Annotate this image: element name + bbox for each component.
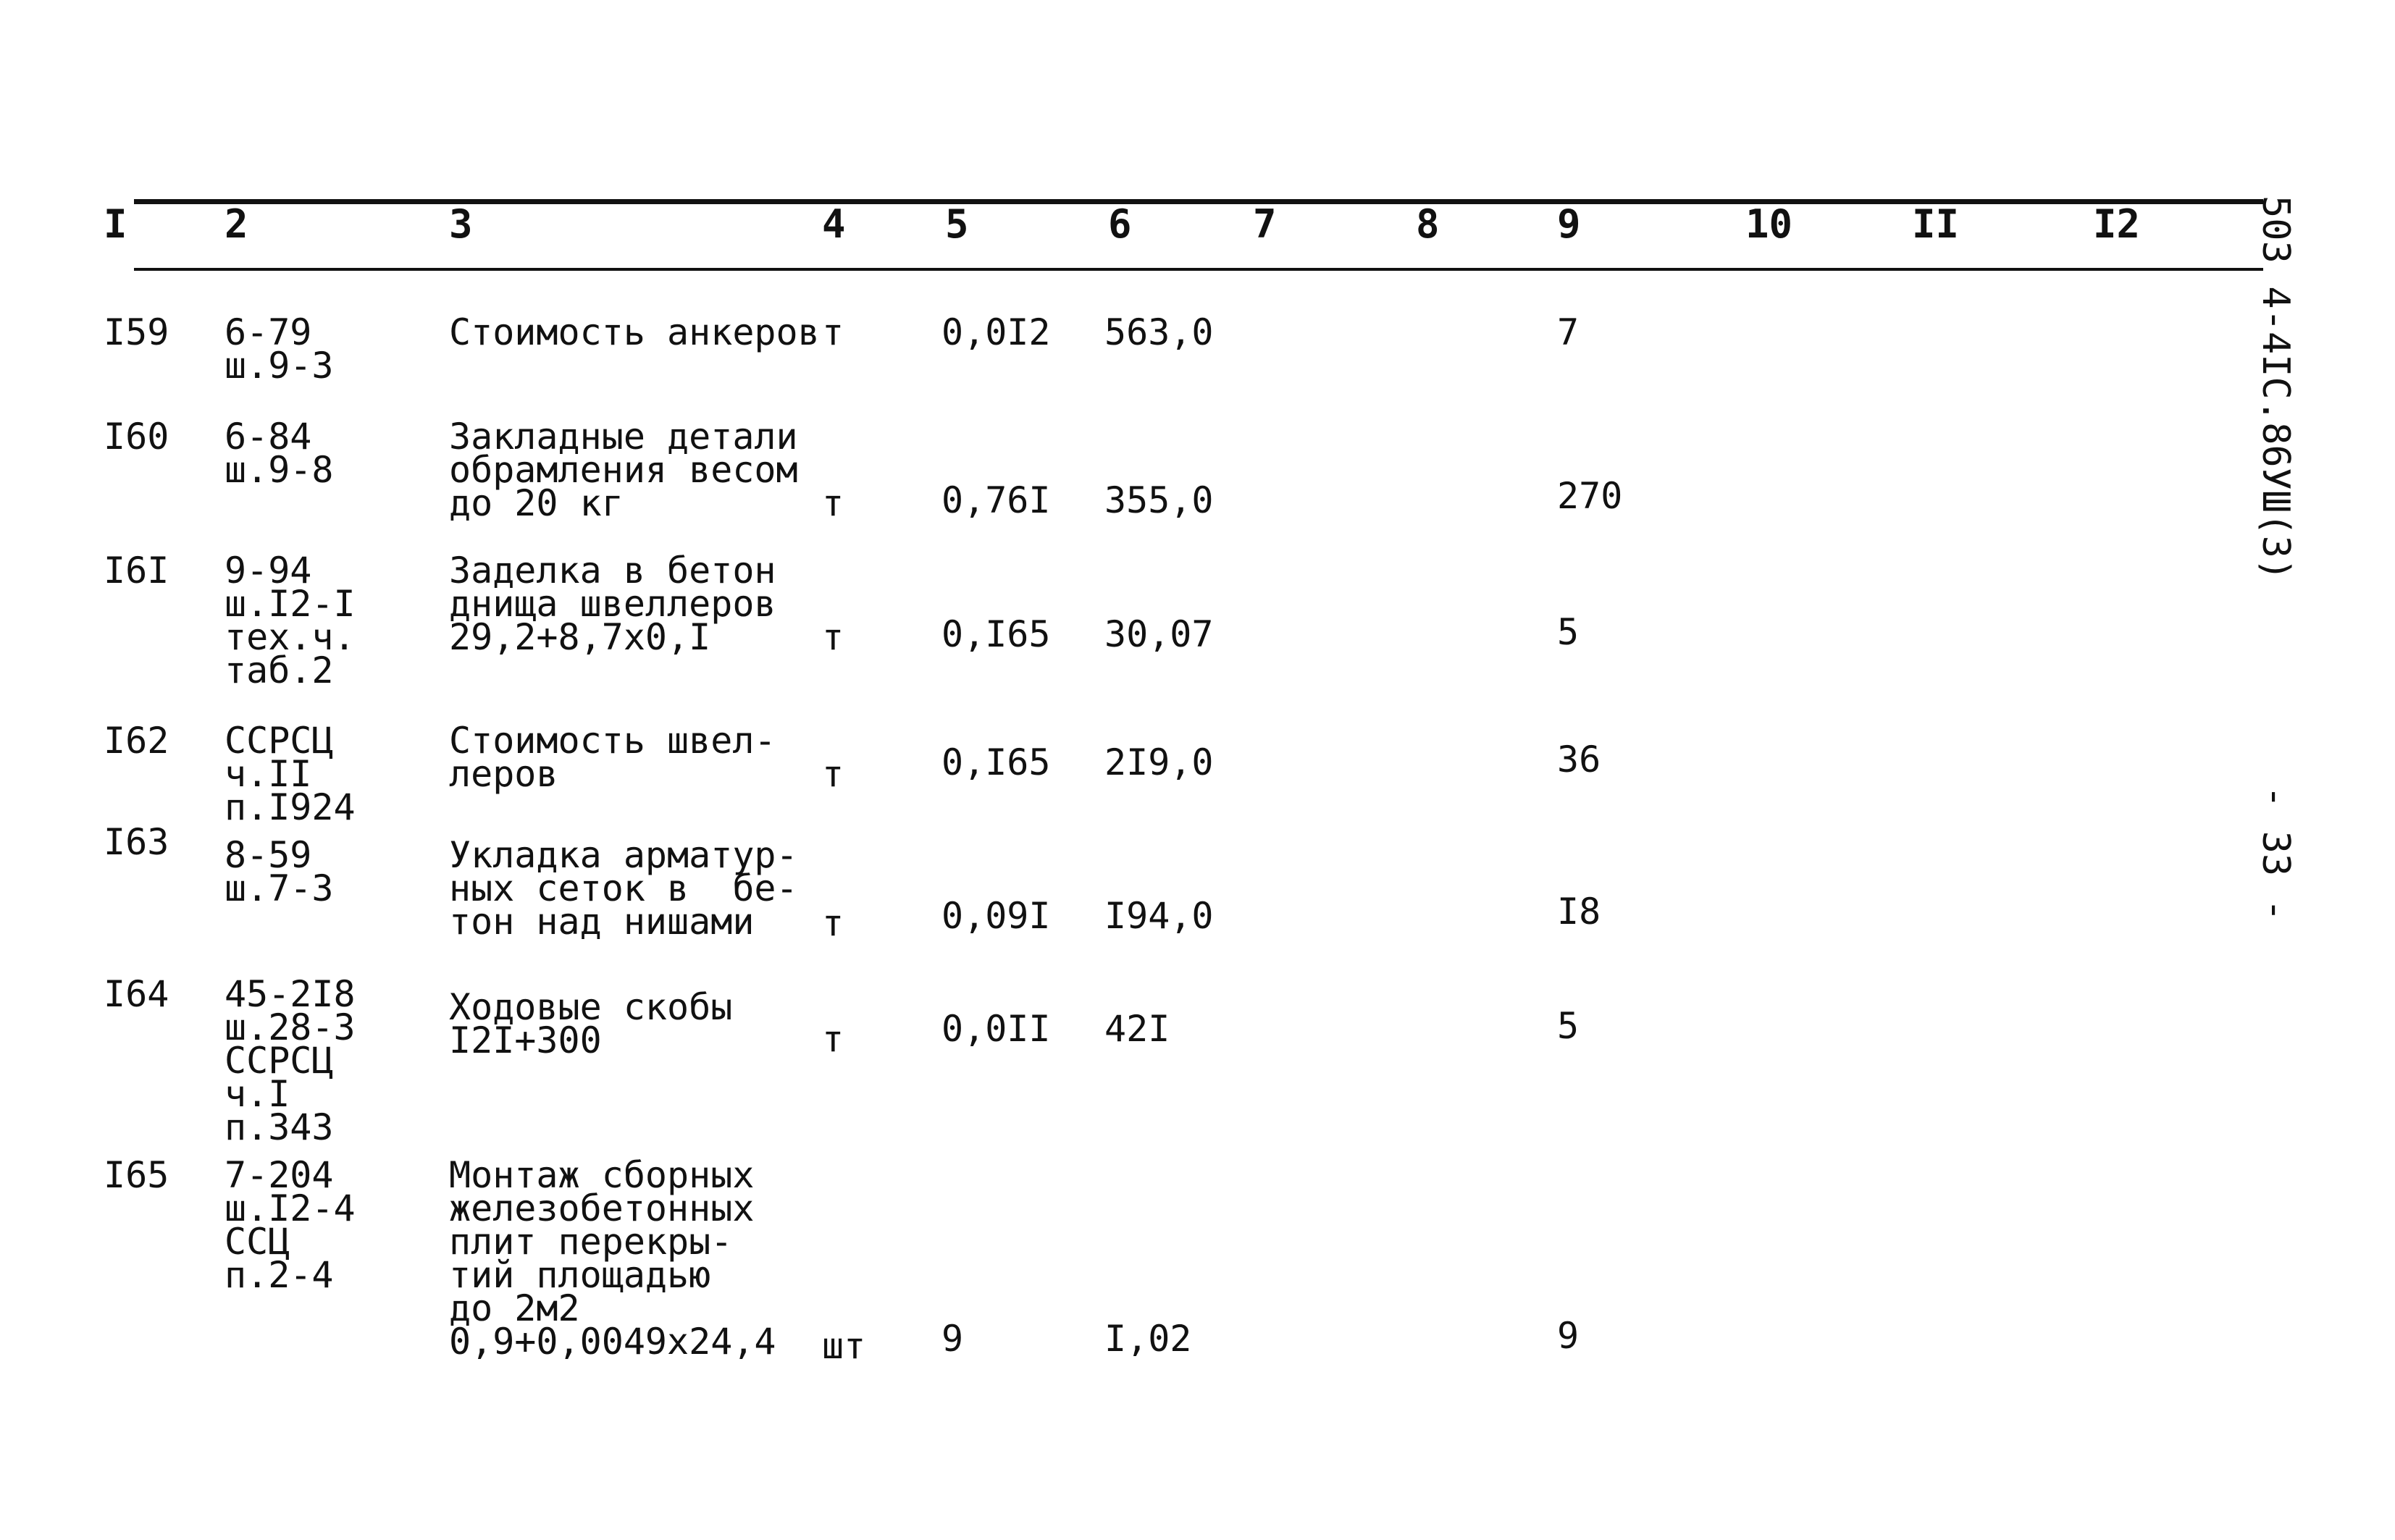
norm-reference: 9-94 ш.I2-I тех.ч. таб.2 <box>225 550 356 691</box>
row-number: I65 <box>104 1154 169 1196</box>
total-cost: 270 <box>1557 475 1623 517</box>
quantity: 0,I65 <box>941 741 1051 783</box>
header-col-12: I2 <box>2093 201 2141 247</box>
row-number: I62 <box>104 720 169 762</box>
total-cost: 36 <box>1557 739 1601 780</box>
work-description: Ходовые скобы I2I+300 <box>449 986 733 1061</box>
row-number: I64 <box>104 973 169 1015</box>
norm-reference: 6-79 ш.9-3 <box>225 311 334 387</box>
header-col-4: 4 <box>822 201 846 247</box>
quantity: 0,0II <box>941 1008 1051 1050</box>
header-col-11: II <box>1912 201 1960 247</box>
quantity: 9 <box>941 1318 964 1360</box>
header-col-7: 7 <box>1253 201 1277 247</box>
unit: т <box>822 753 844 795</box>
total-cost: I8 <box>1557 891 1601 933</box>
norm-reference: 6-84 ш.9-8 <box>225 416 334 491</box>
work-description: Монтаж сборных железобетонных плит перекры- тий площадью до 2м2 0,9+0,0049х24,4 <box>449 1154 776 1363</box>
header-col-10: 10 <box>1745 201 1793 247</box>
unit: т <box>822 311 844 353</box>
row-number: I60 <box>104 416 169 458</box>
total-cost: 7 <box>1557 311 1580 353</box>
total-cost: 5 <box>1557 611 1580 653</box>
unit: шт <box>822 1325 866 1367</box>
page-number: - 33 - <box>2254 786 2297 922</box>
row-number: I6I <box>104 550 169 592</box>
norm-reference: 7-204 ш.I2-4 ССЦ п.2-4 <box>225 1154 356 1296</box>
unit: т <box>822 1018 844 1060</box>
document-code: 503 4-4IС.86УШ(3) <box>2254 195 2297 581</box>
quantity: 0,09I <box>941 895 1051 937</box>
header-col-2: 2 <box>225 201 248 247</box>
unit-cost: 355,0 <box>1104 479 1214 521</box>
row-number: I59 <box>104 311 169 353</box>
unit-cost: I,02 <box>1104 1318 1192 1360</box>
header-col-3: 3 <box>449 201 473 247</box>
header-col-1: I <box>104 201 127 247</box>
norm-reference: 8-59 ш.7-3 <box>225 834 334 909</box>
quantity: 0,76I <box>941 479 1051 521</box>
work-description: Заделка в бетон днища швеллеров 29,2+8,7х0,I <box>449 550 776 658</box>
quantity: 0,I65 <box>941 613 1051 655</box>
work-description: Стоимость швел- леров <box>449 720 776 795</box>
header-col-6: 6 <box>1108 201 1132 247</box>
unit: т <box>822 902 844 944</box>
work-description: Укладка арматур- ных сеток в бе- тон над нишами <box>449 834 798 943</box>
norm-reference: 45-2I8 ш.28-3 ССРСЦ ч.I п.343 <box>225 973 356 1148</box>
unit-cost: 2I9,0 <box>1104 741 1214 783</box>
work-description: Закладные детали обрамления весом до 20 кг <box>449 416 798 524</box>
unit-cost: I94,0 <box>1104 895 1214 937</box>
header-col-8: 8 <box>1416 201 1440 247</box>
quantity: 0,0I2 <box>941 311 1051 353</box>
header-col-5: 5 <box>945 201 969 247</box>
unit-cost: 42I <box>1104 1008 1170 1050</box>
table-header-rule <box>134 268 2263 271</box>
unit-cost: 30,07 <box>1104 613 1214 655</box>
header-col-9: 9 <box>1557 201 1581 247</box>
work-description: Стоимость анкеров <box>449 311 820 353</box>
norm-reference: ССРСЦ ч.II п.I924 <box>225 720 356 828</box>
unit: т <box>822 482 844 524</box>
total-cost: 9 <box>1557 1315 1580 1357</box>
row-number: I63 <box>104 821 169 863</box>
unit-cost: 563,0 <box>1104 311 1214 353</box>
unit: т <box>822 616 844 658</box>
total-cost: 5 <box>1557 1005 1580 1047</box>
